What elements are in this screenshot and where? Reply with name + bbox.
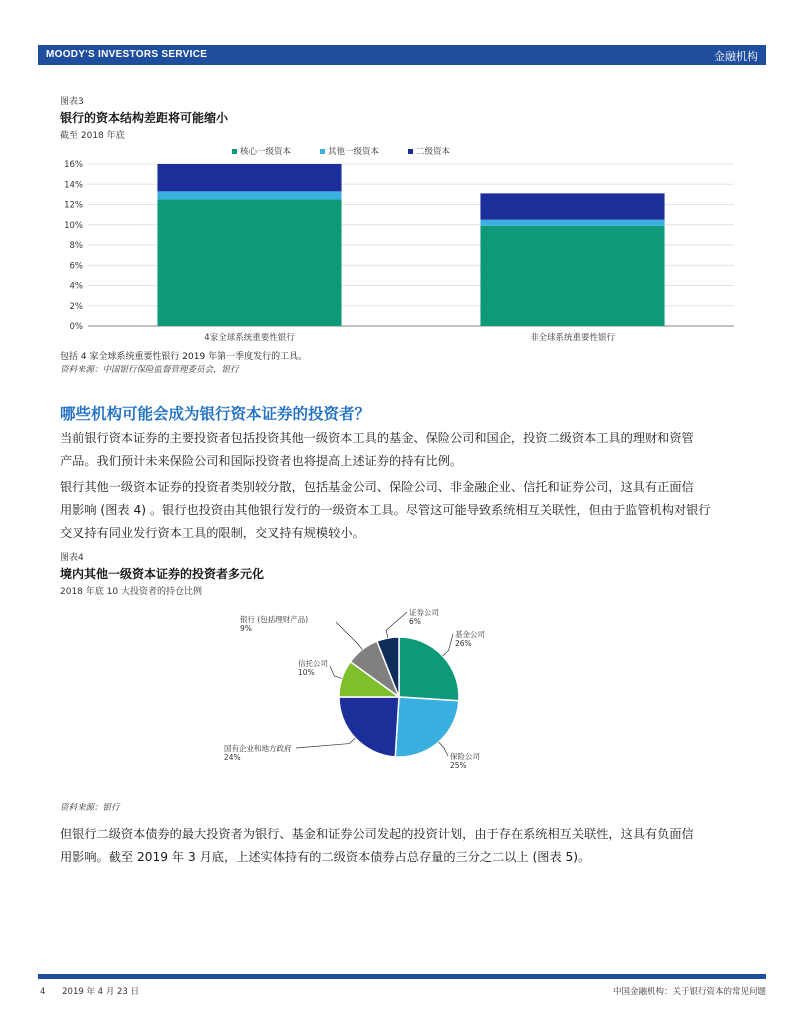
paragraph-1-line-2: 产品。我们预计未来保险公司和国际投资者也将提高上述证券的持有比例。: [60, 454, 463, 468]
bar-segment: [157, 199, 341, 326]
y-tick-label: 0%: [69, 322, 83, 332]
paragraph-2: [60, 476, 772, 545]
footer-bar: [38, 974, 766, 979]
figure3-subtitle: 截至 2018 年底: [60, 131, 125, 141]
closing-line-1: 但银行二级资本债券的最大投资者为银行、基金和证券公司发起的投资计划，由于存在系统相互关联性，这具有负面信: [60, 827, 694, 841]
legend-swatch: [320, 149, 325, 154]
y-tick-label: 4%: [69, 281, 83, 292]
bar-segment: [480, 226, 664, 326]
pie-value-label: 9%: [240, 624, 252, 633]
figure4-title: 境内其他一级资本证券的投资者多元化: [60, 567, 265, 581]
footer-left: [40, 985, 139, 997]
bar-segment: [157, 191, 341, 199]
paragraph-2-line-3: 交叉持有同业发行资本工具的限制，交叉持有规模较小。: [60, 526, 365, 540]
pie-label: 银行 (包括理财产品): [240, 615, 309, 624]
pie-value-label: 24%: [224, 753, 241, 762]
bar-segment: [157, 164, 341, 191]
figure4-subtitle: 2018 年底 10 大投资者的持仓比例: [60, 587, 202, 597]
legend-swatch: [408, 149, 413, 154]
pie-leader-line: [386, 612, 407, 638]
paragraph-2-line-1: 银行其他一级资本证券的投资者类别较分散，包括基金公司、保险公司、非金融企业、信托和证券公司，这具有正面信: [60, 480, 694, 494]
pie-leader-line: [336, 622, 362, 650]
publish-date: 2019 年 4 月 23 日: [62, 987, 139, 997]
pie-leader-line: [439, 742, 448, 756]
figure4-label: 图表4: [60, 553, 84, 563]
figure3-source: 资料来源：中国银行保险监督管理委员会，银行: [60, 365, 239, 375]
brand-name: MOODY'S INVESTORS SERVICE: [46, 49, 208, 60]
pie-label: 国有企业和地方政府: [224, 744, 292, 753]
y-tick-label: 2%: [69, 301, 83, 312]
y-tick-label: 16%: [64, 160, 83, 170]
bar-chart: [0, 140, 800, 350]
figure4-source: 资料来源：银行: [60, 803, 120, 813]
bar-segment: [480, 193, 664, 219]
pie-leader-line: [443, 634, 453, 656]
page-number: 4: [40, 987, 46, 997]
figure3-note: 包括 4 家全球系统重要性银行 2019 年第一季度发行的工具。: [60, 352, 308, 362]
paragraph-1-line-1: 当前银行资本证券的主要投资者包括投资其他一级资本工具的基金、保险公司和国企，投资二级资本工具的理财和资管: [60, 431, 694, 445]
figure3-label: 图表3: [60, 97, 84, 107]
pie-leader-line: [330, 666, 342, 678]
pie-value-label: 10%: [298, 668, 315, 677]
closing-line-2: 用影响。截至 2019 年 3 月底，上述实体持有的二级资本债券占总存量的三分之二以上 (图表 5)。: [60, 850, 591, 864]
y-tick-label: 10%: [64, 220, 83, 231]
figure3-title: 银行的资本结构差距将可能缩小: [60, 111, 229, 125]
legend-swatch: [232, 149, 237, 154]
closing-paragraph: [60, 823, 772, 869]
y-tick-label: 6%: [69, 261, 83, 272]
y-tick-label: 12%: [64, 200, 83, 211]
legend-label: 核心一级资本: [240, 147, 292, 157]
section-name: 金融机构: [714, 50, 758, 63]
pie-chart: [0, 598, 800, 788]
document-title: 中国金融机构：关于银行资本的常见问题: [612, 987, 766, 997]
pie-slice: [399, 637, 459, 701]
legend-label: 其他一级资本: [328, 147, 380, 157]
pie-value-label: 26%: [455, 639, 472, 648]
pie-label: 保险公司: [450, 752, 480, 761]
section-heading: 哪些机构可能会成为银行资本证券的投资者？: [60, 405, 371, 423]
paragraph-2-line-2: 用影响 (图表 4) 。银行也投资由其他银行发行的一级资本工具。尽管这可能导致系统相互关联性，但由于监管机构对银行: [60, 503, 711, 517]
x-tick-label: 非全球系统重要性银行: [529, 333, 616, 343]
pie-value-label: 25%: [450, 761, 467, 770]
pie-slice: [395, 697, 459, 757]
pie-label: 证券公司: [409, 608, 439, 617]
pie-slice: [339, 697, 399, 757]
pie-label: 信托公司: [298, 659, 328, 668]
bar-segment: [480, 220, 664, 226]
y-tick-label: 14%: [64, 180, 83, 191]
pie-value-label: 6%: [409, 617, 421, 626]
pie-label: 基金公司: [455, 630, 485, 639]
paragraph-1: [60, 427, 772, 473]
x-tick-label: 4家全球系统重要性银行: [204, 333, 295, 343]
y-tick-label: 8%: [69, 241, 83, 251]
legend-label: 二级资本: [416, 147, 451, 157]
pie-leader-line: [296, 738, 355, 748]
